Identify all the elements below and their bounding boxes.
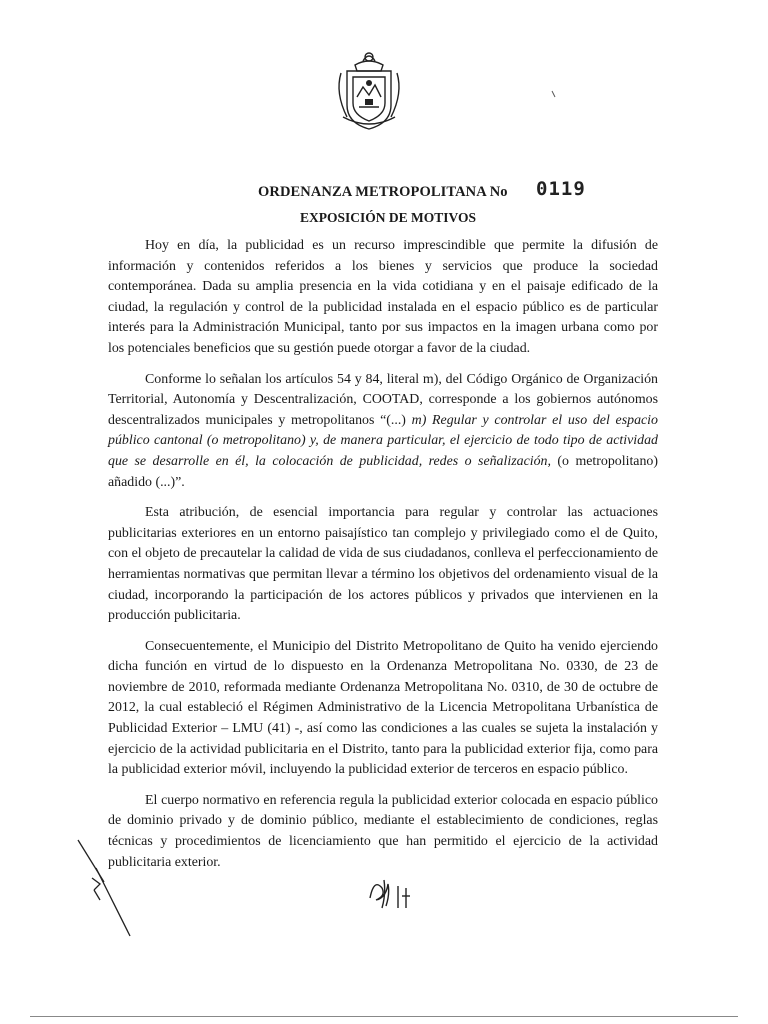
paragraph-5: El cuerpo normativo en referencia regula la publicidad exterior colocada en espacio público de dominio privado y de dominio público, mediante el establecimiento de condiciones, reglas técnicas y procedimientos de licenciamiento que han permitido el ejercicio de la actividad publicitaria exterior.	[108, 792, 658, 870]
section-title: EXPOSICIÓN DE MOTIVOS	[299, 210, 476, 225]
legal-quote: m) Regular y controlar el uso del espacio público cantonal (o metropolitano) y, de manera particular, el ejercicio de todo tipo de actividad que se desarrolle en él, la colocación de publicidad, redes o señalización,	[108, 412, 658, 469]
paragraph-1: Hoy en día, la publicidad es un recurso imprescindible que permite la difusión de información y contenidos referidos a los bienes y servicios que produce la sociedad contemporánea. Dada su amplia presencia en la vida cotidiana y en el paisaje edificado de la ciudad, la regulación y control de la publicidad instalada en el espacio público es de particular interés para la Administración Municipal, tanto por sus impactos en la imagen urbana como por los potenciales beneficios que su gestión puede otorgar a favor de la ciudad.	[108, 238, 658, 356]
paragraph-2	[108, 370, 658, 494]
handwritten-signature-icon	[366, 872, 414, 912]
page-bottom-rule	[30, 1016, 738, 1017]
paragraph-2-tail: (o metropolitano) añadido (...)”.	[108, 453, 658, 490]
paragraph-4: Consecuentemente, el Municipio del Distrito Metropolitano de Quito ha venido ejerciendo dicha función en virtud de lo dispuesto en la Ordenanza Metropolitana No. 0330, de 23 de noviembre de 2010, reformada mediante Ordenanza Metropolitana No. 0310, de 30 de octubre de 2012, la cual estableció el Régimen Administrativo de la Licencia Metropolitana Urbanística de Publicidad Exterior – LMU (41) -, así como las condiciones a las cuales se sujeta la instalación y ejercicio de la actividad publicitaria en el Distrito, tanto para la publicidad exterior fija, como para la publicidad exterior móvil, incluyendo la publicidad exterior de terceros en espacio público.	[108, 638, 658, 778]
paragraph-2-text: Conforme lo señalan los artículos 54 y 84, literal m), del Código Orgánico de Organización Territorial, Autonomía y Descentralización, COOTAD, corresponde a los gobiernos autónomos descentralizados municipales y metropolitanos “(...)	[108, 371, 658, 428]
document-title: ORDENANZA METROPOLITANA No	[258, 184, 508, 200]
coat-of-arms-icon	[333, 47, 405, 133]
title-row	[0, 178, 768, 208]
stray-mark-icon	[551, 90, 557, 98]
document-body	[108, 236, 658, 883]
paragraph-3: Esta atribución, de esencial importancia para regular y controlar las actuaciones publicitarias exteriores en un entorno paisajístico tan complejo y privilegiado como el de Quito, con el objeto de precautelar la calidad de vida de sus ciudadanos, conlleva el perfeccionamiento de herramientas normativas que permitan llevar a término los objetivos del ordenamiento visual de la ciudad, incorporando la participación de los actores públicos y privados que intervienen en la producción publicitaria.	[108, 505, 658, 624]
margin-check-mark-icon	[74, 838, 132, 938]
ordinance-number-stamp: 0119	[536, 178, 586, 200]
